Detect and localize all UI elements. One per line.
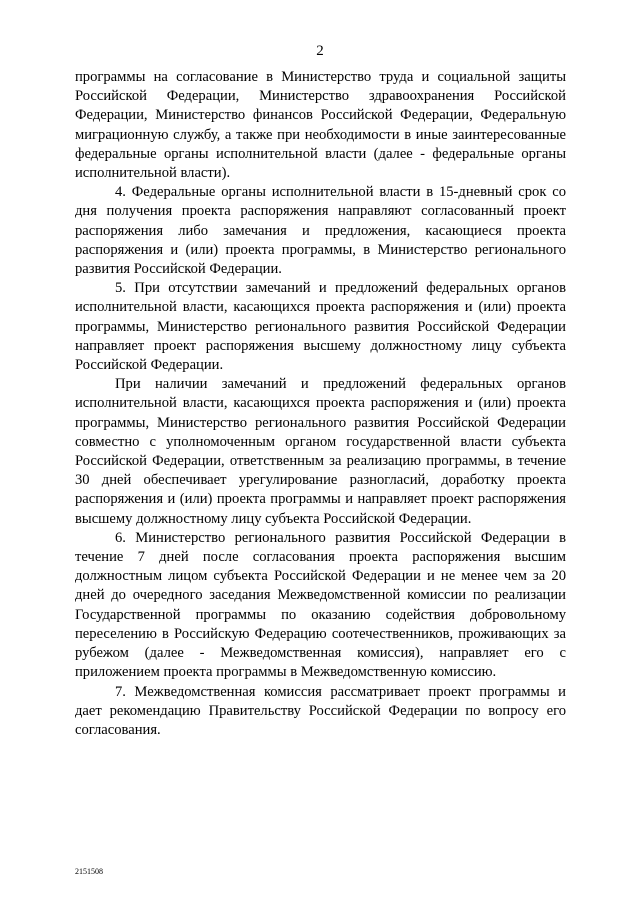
page-number: 2 [316,43,324,59]
paragraph-item-7: 7. Межведомственная комиссия рассматривает проект программы и дает рекомендацию Правительству Российской Федерации по вопросу его согласования. [75,683,566,738]
paragraph-item-5-continued: При наличии замечаний и предложений федеральных органов исполнительной власти, касающихся проекта распоряжения и (или) проекта программы, Министерство регионального развития Российской Федерации совместно с уполномоченным органом государственной власти субъекта Российской Федерации, ответственным за реализацию программы, в течение 30 дней обеспечивает урегулирование разногласий, доработку проекта распоряжения и (или) проекта программы и направляет проект распоряжения высшему должностному лицу субъекта Российской Федерации. [75,376,566,527]
document-body [75,68,566,740]
paragraph-continuation: программы на согласование в Министерство труда и социальной защиты Российской Федерации, Министерство здравоохранения Российской Федерации, Министерство финансов Российской Федерации, Федеральную миграционную службу, а также при необходимости в иные заинтересованные федеральные органы исполнительной власти (далее - федеральные органы исполнительной власти). [75,69,566,182]
paragraph-item-4: 4. Федеральные органы исполнительной власти в 15-дневный срок со дня получения проекта распоряжения направляют согласованный проект распоряжения либо замечания и предложения, касающиеся проекта распоряжения и (или) проекта программы, в Министерство регионального развития Российской Федерации. [75,184,566,278]
document-code: 2151508 [75,867,103,876]
paragraph-item-5: 5. При отсутствии замечаний и предложений федеральных органов исполнительной власти, касающихся проекта распоряжения и (или) проекта программы, Министерство регионального развития Российской Федерации направляет проект распоряжения высшему должностному лицу субъекта Российской Федерации. [75,280,566,374]
paragraph-item-6: 6. Министерство регионального развития Российской Федерации в течение 7 дней после согласования проекта распоряжения высшим должностным лицом субъекта Российской Федерации и не менее чем за 20 дней до очередного заседания Межведомственной комиссии по реализации Государственной программы по оказанию содействия добровольному переселению в Российскую Федерацию соотечественников, проживающих за рубежом (далее - Межведомственная комиссия), направляет его с приложением проекта программы в Межведомственную комиссию. [75,529,566,681]
